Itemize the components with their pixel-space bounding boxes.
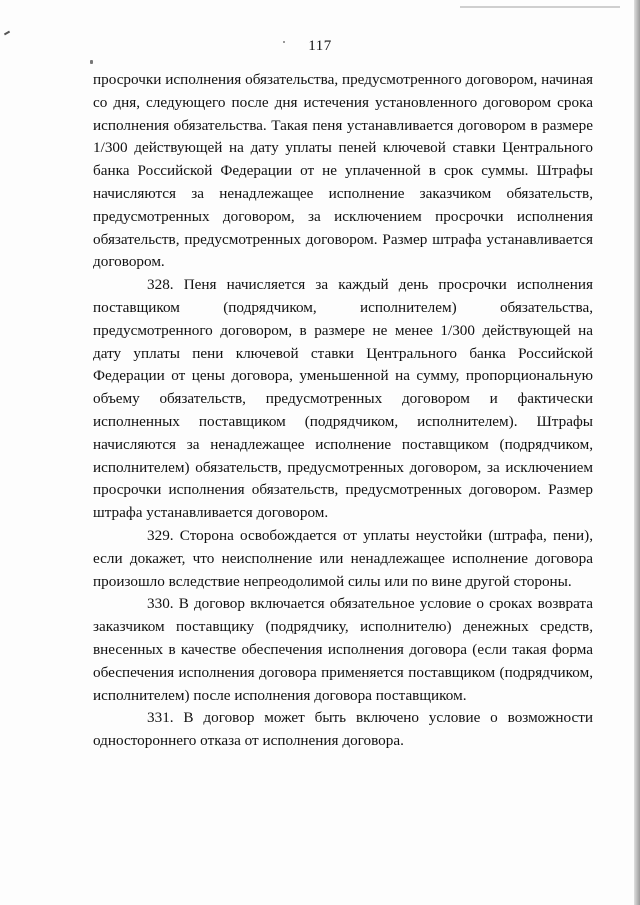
page-number: 117	[308, 38, 332, 54]
document-body	[93, 69, 593, 753]
scan-edge	[634, 0, 640, 905]
paragraph-328: 328. Пеня начисляется за каждый день просрочки исполнения поставщиком (подрядчиком, исполнителем) обязательства, предусмотренного договором, в размере не менее 1/300 действующей на дату уплаты пени ключевой ставки Центрального банка Российской Федерации от цены договора, уменьшенной на сумму, пропорциональную объему обязательств, предусмотренных договором и фактически исполненных поставщиком (подрядчиком, исполнителем). Штрафы начисляются за ненадлежащее исполнение поставщиком (подрядчиком, исполнителем) обязательств, предусмотренных договором, за исключением просрочки исполнения обязательств, предусмотренных договором. Размер штрафа устанавливается договором.	[93, 276, 593, 522]
scan-mark	[4, 31, 10, 36]
paragraph-331: 331. В договор может быть включено условие о возможности одностороннего отказа от исполнения договора.	[93, 709, 593, 750]
scan-speck	[90, 60, 93, 64]
paragraph-329: 329. Сторона освобождается от уплаты неустойки (штрафа, пени), если докажет, что неисполнение или ненадлежащее исполнение договора произошло вследствие непреодолимой силы или по вине другой стороны.	[93, 526, 593, 590]
scan-mark	[460, 6, 620, 8]
paragraph-continuation: просрочки исполнения обязательства, предусмотренного договором, начиная со дня, следующего после дня истечения установленного договором срока исполнения обязательства. Такая пеня устанавливается договором в размере 1/300 действующей на дату уплаты пеней ключевой ставки Центрального банка Российской Федерации от не уплаченной в срок суммы. Штрафы начисляются за ненадлежащее исполнение заказчиком обязательств, предусмотренных договором, за исключением просрочки исполнения обязательств, предусмотренных договором. Размер штрафа устанавливается договором.	[93, 71, 593, 271]
paragraph-330: 330. В договор включается обязательное условие о сроках возврата заказчиком поставщику (подрядчику, исполнителю) денежных средств, внесенных в качестве обеспечения исполнения договора (если такая форма обеспечения исполнения договора применяется поставщиком (подрядчиком, исполнителем) после исполнения договора поставщиком.	[93, 595, 593, 704]
